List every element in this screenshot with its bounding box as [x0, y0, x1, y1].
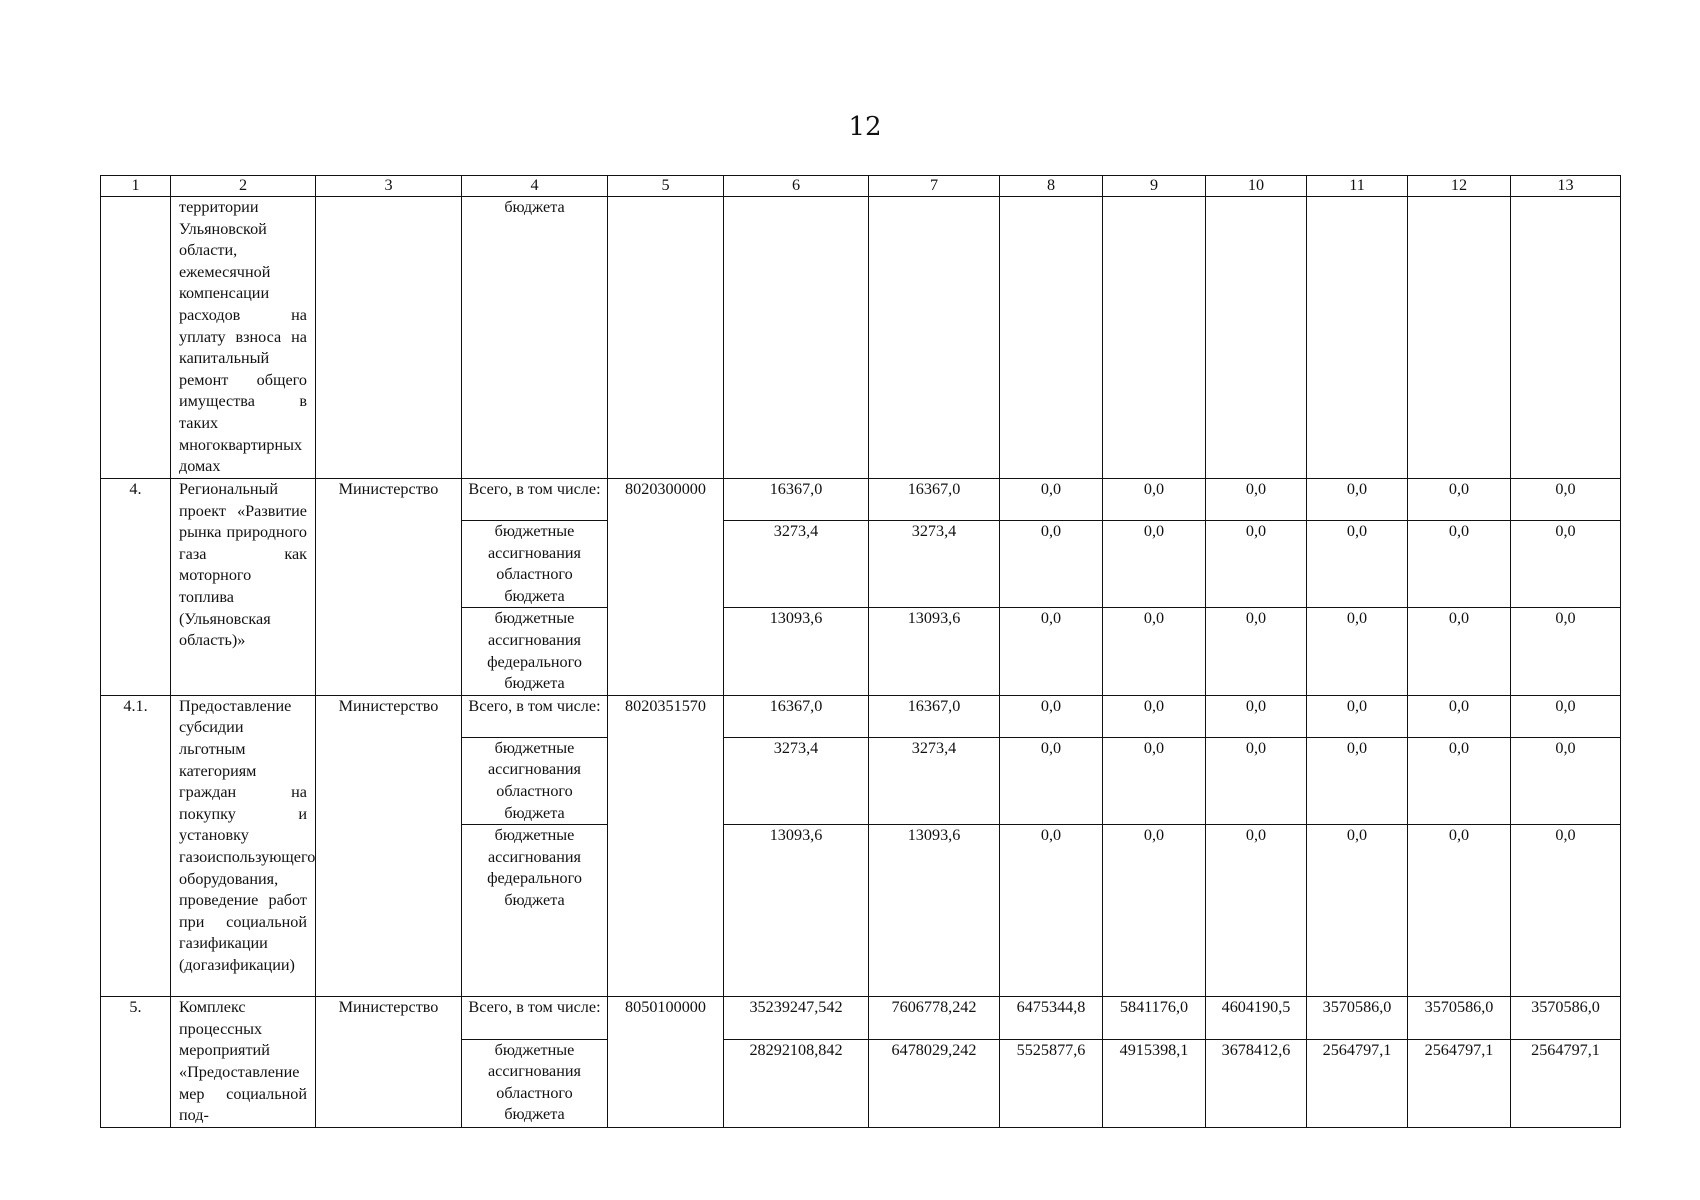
col-header: 11 [1307, 176, 1408, 197]
funding-source: бюджетные ассигнования областного бюджета [462, 737, 608, 824]
value-cell: 0,0 [1307, 479, 1408, 521]
value-cell: 0,0 [1103, 695, 1206, 737]
table-row [101, 479, 1621, 521]
value-cell: 0,0 [1103, 479, 1206, 521]
value-cell: 0,0 [1206, 608, 1307, 695]
value-cell: 2564797,1 [1408, 1039, 1511, 1127]
value-cell: 0,0 [1103, 521, 1206, 608]
value-cell: 3273,4 [869, 521, 1000, 608]
value-cell: 7606778,242 [869, 997, 1000, 1039]
value-cell: 2564797,1 [1307, 1039, 1408, 1127]
value-cell: 4604190,5 [1206, 997, 1307, 1039]
col-header: 7 [869, 176, 1000, 197]
value-cell: 3273,4 [724, 521, 869, 608]
item-number: 5. [101, 997, 171, 1128]
value-cell: 0,0 [1000, 825, 1103, 997]
item-number: 4. [101, 479, 171, 696]
value-cell: 0,0 [1408, 521, 1511, 608]
value-cell: 0,0 [1408, 608, 1511, 695]
item-name: Комплекс процессных мероприятий «Предоставление мер социальной под- [171, 997, 316, 1128]
value-cell: 2564797,1 [1511, 1039, 1621, 1127]
value-cell: 0,0 [1307, 521, 1408, 608]
value-cell: 13093,6 [724, 608, 869, 695]
value-cell: 0,0 [1307, 737, 1408, 824]
col-header: 12 [1408, 176, 1511, 197]
funding-source: Всего, в том числе: [462, 997, 608, 1039]
budget-code: 8020300000 [608, 479, 724, 696]
funding-source: бюджетные ассигнования федерального бюджета [462, 608, 608, 695]
value-cell: 16367,0 [869, 479, 1000, 521]
value-cell: 0,0 [1307, 608, 1408, 695]
value-cell: 0,0 [1206, 479, 1307, 521]
value-cell: 0,0 [1408, 479, 1511, 521]
value-cell: 0,0 [1000, 479, 1103, 521]
funding-source: бюджетные ассигнования федерального бюджета [462, 825, 608, 997]
executor: Министерство [316, 479, 462, 696]
value-cell: 3570586,0 [1307, 997, 1408, 1039]
value-cell: 0,0 [1000, 608, 1103, 695]
col-header: 9 [1103, 176, 1206, 197]
value-cell: 0,0 [1408, 825, 1511, 997]
value-cell: 0,0 [1206, 695, 1307, 737]
item-number: 4.1. [101, 695, 171, 996]
value-cell: 0,0 [1206, 521, 1307, 608]
value-cell: 35239247,542 [724, 997, 869, 1039]
value-cell: 6478029,242 [869, 1039, 1000, 1127]
value-cell: 0,0 [1408, 737, 1511, 824]
col-header: 1 [101, 176, 171, 197]
value-cell: 16367,0 [869, 695, 1000, 737]
value-cell: 13093,6 [869, 608, 1000, 695]
table-row [101, 695, 1621, 737]
value-cell: 3570586,0 [1511, 997, 1621, 1039]
value-cell: 6475344,8 [1000, 997, 1103, 1039]
value-cell: 0,0 [1206, 737, 1307, 824]
value-cell: 3273,4 [869, 737, 1000, 824]
value-cell: 13093,6 [869, 825, 1000, 997]
item-name: Предоставление субсидии льготным категориям граждан на покупку и установку газоиспользующего оборудования, проведение работ при социальной газификации (догазификации) [171, 695, 316, 996]
executor: Министерство [316, 997, 462, 1128]
value-cell: 16367,0 [724, 695, 869, 737]
value-cell: 0,0 [1206, 825, 1307, 997]
value-cell: 0,0 [1307, 825, 1408, 997]
value-cell: 0,0 [1000, 737, 1103, 824]
value-cell: 28292108,842 [724, 1039, 869, 1127]
value-cell: 13093,6 [724, 825, 869, 997]
value-cell: 4915398,1 [1103, 1039, 1206, 1127]
value-cell: 5525877,6 [1000, 1039, 1103, 1127]
value-cell: 0,0 [1511, 737, 1621, 824]
budget-code: 8020351570 [608, 695, 724, 996]
value-cell: 0,0 [1511, 825, 1621, 997]
funding-source: бюджетные ассигнования областного бюджета [462, 521, 608, 608]
funding-source: бюджета [462, 197, 608, 479]
col-header: 8 [1000, 176, 1103, 197]
value-cell: 0,0 [1511, 479, 1621, 521]
col-header: 6 [724, 176, 869, 197]
col-header: 3 [316, 176, 462, 197]
col-header: 10 [1206, 176, 1307, 197]
item-name: территории Ульяновской области, ежемесячной компенсации расходов на уплату взноса на капитальный ремонт общего имущества в таких многоквартирных домах [171, 197, 316, 479]
col-header: 5 [608, 176, 724, 197]
value-cell: 0,0 [1103, 825, 1206, 997]
executor: Министерство [316, 695, 462, 996]
page-number: 12 [848, 112, 882, 142]
value-cell: 3678412,6 [1206, 1039, 1307, 1127]
funding-source: Всего, в том числе: [462, 695, 608, 737]
table-row [101, 997, 1621, 1039]
budget-table [100, 175, 1621, 1128]
value-cell: 3273,4 [724, 737, 869, 824]
funding-source: бюджетные ассигнования областного бюджета [462, 1039, 608, 1127]
value-cell: 0,0 [1511, 695, 1621, 737]
value-cell: 0,0 [1307, 695, 1408, 737]
value-cell: 5841176,0 [1103, 997, 1206, 1039]
col-header: 13 [1511, 176, 1621, 197]
value-cell: 0,0 [1511, 521, 1621, 608]
budget-code: 8050100000 [608, 997, 724, 1128]
value-cell: 0,0 [1511, 608, 1621, 695]
column-number-row [101, 176, 1621, 197]
col-header: 4 [462, 176, 608, 197]
value-cell: 0,0 [1103, 608, 1206, 695]
col-header: 2 [171, 176, 316, 197]
value-cell: 16367,0 [724, 479, 869, 521]
item-name: Региональный проект «Развитие рынка природного газа как моторного топлива (Ульяновская область)» [171, 479, 316, 696]
table-row [101, 197, 1621, 479]
value-cell: 3570586,0 [1408, 997, 1511, 1039]
value-cell: 0,0 [1000, 695, 1103, 737]
value-cell: 0,0 [1103, 737, 1206, 824]
value-cell: 0,0 [1408, 695, 1511, 737]
value-cell: 0,0 [1000, 521, 1103, 608]
funding-source: Всего, в том числе: [462, 479, 608, 521]
